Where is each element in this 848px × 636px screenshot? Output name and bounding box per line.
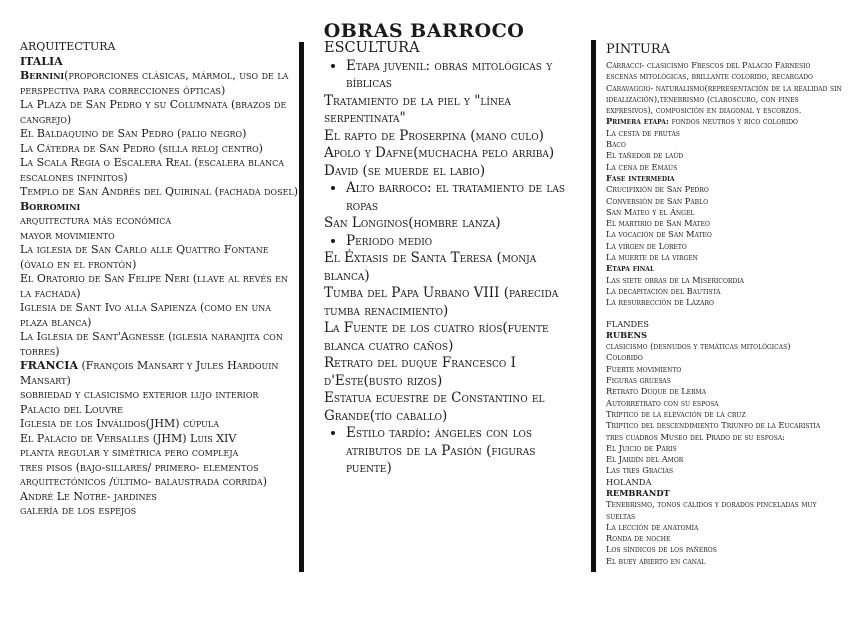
list-item: El Palacio de Versalles (JHM) Luis XIV — [20, 431, 237, 445]
primera-etapa-label: Primera etapa: — [606, 116, 669, 127]
list-item: Tríptico del descendimiento Triunfo de la Eucaristía — [606, 420, 821, 431]
list-item: Crucifixión de San Pedro — [606, 184, 709, 195]
list-item: La Scala Regia o Escalera Real (escalera blanca escalones infinitos) — [20, 156, 284, 184]
flandes-heading: FLANDES — [606, 318, 649, 329]
list-item: mayor movimiento — [20, 228, 115, 242]
francia-name: FRANCIA — [20, 359, 78, 372]
list-item: Palacio del Louvre — [20, 402, 123, 416]
alto-list — [324, 215, 582, 233]
section-spacer — [606, 309, 842, 319]
list-item: Caravaggio- naturalismo(representación de la realidad sin idealización),tenebrismo (claroscuro, con fines expresivos), composición en diagonal y escorzos. — [606, 82, 842, 116]
list-item: Las tres Gracias — [606, 465, 674, 476]
italia-heading: ITALIA — [20, 54, 63, 68]
list-item: tres cuadros Museo del Prado de su esposa: — [606, 431, 785, 442]
list-item: El rapto de Proserpina (mano culo) — [324, 127, 544, 144]
column-divider-right — [591, 40, 596, 572]
page-title: OBRAS BARROCO — [323, 20, 525, 42]
list-item: Iglesia de los Inválidos(JHM) cúpula — [20, 417, 219, 430]
list-item: David (se muerde el labio) — [324, 162, 486, 179]
bernini-name: Bernini — [20, 69, 65, 82]
tardio-bullet: • Estilo tardío: ángeles con los atributos de la Pasión (figuras puente) — [346, 425, 582, 478]
arquitectura-heading: ARQUITECTURA — [20, 40, 116, 53]
francia-intro — [20, 359, 298, 388]
list-item: La virgen de Loreto — [606, 240, 687, 251]
medio-bullet: • Periodo medio — [346, 233, 582, 251]
list-item: Conversión de San Pablo — [606, 195, 708, 206]
alto-bullet-list — [324, 180, 582, 215]
rembrandt-list — [606, 499, 842, 567]
tardio-bullet-list — [324, 425, 582, 478]
alto-bullet: • Alto barroco: el tratamiento de las ropas — [346, 180, 582, 215]
medio-list — [324, 250, 582, 425]
juvenil-bullet: • Etapa juvenil: obras mitológicas y bíblicas — [346, 58, 582, 93]
list-item: La Plaza de San Pedro y su Columnata (brazos de cangrejo) — [20, 98, 287, 126]
list-item: La muerte de la virgen — [606, 252, 698, 263]
list-item: Carracci- clasicismo Frescos del Palacio Farnesio escenas mitológicas, brillante colorido, recargado — [606, 60, 813, 82]
etapa-final-list — [606, 275, 842, 309]
list-item: clasicismo (desnudos y temáticas mitológicas) — [606, 341, 791, 352]
bernini-list — [20, 98, 298, 200]
list-item: La vocación de San Mateo — [606, 229, 712, 240]
primera-etapa-list — [606, 128, 842, 173]
holanda-heading: HOLANDA — [606, 476, 652, 487]
list-item: La resurrección de Lázaro — [606, 297, 714, 308]
list-item: Colorido — [606, 352, 643, 363]
escultura-heading: ESCULTURA — [324, 40, 420, 56]
primera-etapa-desc: fondos neutros y rico colorido — [668, 116, 798, 127]
list-item: sobriedad y clasicismo exterior lujo interior — [20, 388, 259, 401]
list-item: André Le Notre- jardines — [20, 489, 157, 503]
list-item: Autorretrato con su esposa — [606, 397, 719, 408]
list-item: Ronda de noche — [606, 533, 671, 544]
arquitectura-column — [20, 40, 298, 519]
medio-bullet-list — [324, 233, 582, 251]
list-item: Tratamiento de la piel y "línea serpentinata" — [324, 92, 511, 126]
list-item: El buey abierto en canal — [606, 555, 706, 566]
list-item: La cena de Emaús — [606, 161, 678, 172]
escultura-column — [324, 40, 582, 478]
francia-list — [20, 388, 298, 519]
list-item: La cesta de frutas — [606, 127, 680, 138]
list-item: Tumba del Papa Urbano VIII (parecida tumba renacimiento) — [324, 285, 559, 319]
list-item: Estatua ecuestre de Constantino el Grande(tío caballo) — [324, 390, 545, 424]
list-item: arquitectura más económica — [20, 214, 172, 227]
list-item: La decapitación del Bautista — [606, 285, 721, 296]
list-item: La Cátedra de San Pedro (silla reloj centro) — [20, 141, 263, 155]
list-item: planta regular y simétrica pero compleja — [20, 446, 239, 459]
bernini-desc: (proporciones clásicas, mármol, uso de la perspectiva para correcciones ópticas) — [20, 69, 289, 97]
list-item: Baco — [606, 139, 626, 150]
juvenil-bullet-list — [324, 58, 582, 93]
francia-desc: (François Mansart y Jules Hardouin Mansart) — [20, 359, 279, 387]
list-item: San Longinos(hombre lanza) — [324, 215, 501, 231]
borromini-heading: Borromini — [20, 199, 81, 213]
list-item: San Mateo y el Ángel — [606, 206, 695, 217]
list-item: El Baldaquino de San Pedro (palio negro) — [20, 127, 247, 140]
list-item: tres pisos (bajo-sillares/ primero- elementos arquitectónicos /último- balaustrada corrida) — [20, 460, 268, 488]
list-item: Retrato del duque Francesco I d'Este(busto rizos) — [324, 355, 516, 389]
list-item: El Juicio de Paris — [606, 442, 677, 453]
list-item: La iglesia de San Carlo alle Quattro Fontane (óvalo en el frontón) — [20, 243, 269, 271]
bernini-intro — [20, 69, 298, 98]
rubens-heading: RUBENS — [606, 329, 648, 340]
list-item: Tríptico de la elevación de la cruz — [606, 408, 746, 419]
list-item: El martirio de San Mateo — [606, 218, 710, 229]
list-item: Iglesia de Sant Ivo alla Sapienza (como en una plaza blanca) — [20, 301, 272, 329]
list-item: Figuras gruesas — [606, 375, 671, 386]
rubens-list — [606, 341, 842, 477]
pintura-heading: PINTURA — [606, 42, 671, 57]
pintura-column — [606, 42, 842, 567]
list-item: Tenebrismo, tonos cálidos y dorados pinceladas muy sueltas — [606, 499, 817, 521]
column-divider-left — [299, 42, 304, 572]
primera-etapa-intro — [606, 116, 842, 127]
list-item: La Fuente de los cuatro ríos(fuente blanca cuatro caños) — [324, 320, 549, 354]
pintura-intro-list — [606, 60, 842, 116]
list-item: El Éxtasis de Santa Teresa (monja blanca) — [324, 250, 537, 284]
fase-intermedia-list — [606, 184, 842, 263]
list-item: La Iglesia de Sant'Agnesse (iglesia naranjita con torres) — [20, 330, 283, 358]
list-item: Retrato Duque de Lerma — [606, 386, 707, 397]
list-item: El Jardín del Amor — [606, 454, 684, 465]
rembrandt-heading: REMBRANDT — [606, 487, 670, 498]
etapa-final-heading: Etapa final — [606, 263, 655, 274]
borromini-list — [20, 214, 298, 359]
list-item: Templo de San Andrés del Quirinal (fachada dosel) — [20, 185, 299, 198]
list-item: Las siete obras de la Misericordia — [606, 274, 744, 285]
list-item: La lección de anatomía — [606, 521, 699, 532]
list-item: Fuerte movimiento — [606, 363, 682, 374]
list-item: galería de los espejos — [20, 504, 137, 517]
fase-intermedia-heading: Fase intermedia — [606, 172, 675, 183]
list-item: Los síndicos de los pañeros — [606, 544, 717, 555]
list-item: Apolo y Dafne(muchacha pelo arriba) — [324, 145, 555, 161]
list-item: El tañedor de laúd — [606, 150, 684, 161]
list-item: El Oratorio de San Felipe Neri (llave al revés en la fachada) — [20, 272, 289, 300]
juvenil-list — [324, 93, 582, 181]
